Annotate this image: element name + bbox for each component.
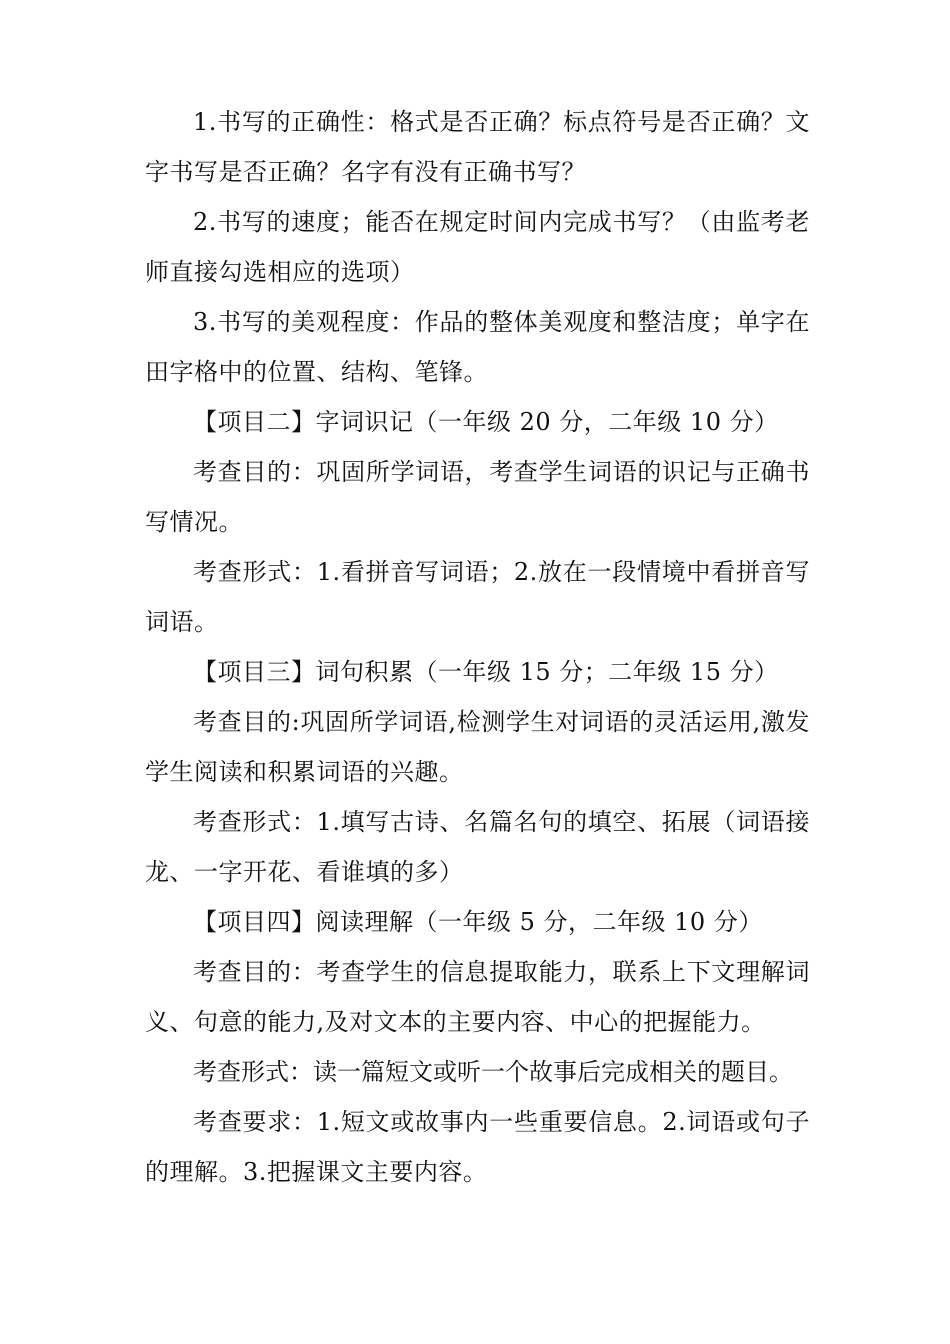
heading-project-two: 【项目二】字词识记（一年级 20 分，二年级 10 分） xyxy=(193,408,779,436)
paragraph-project-four-form: 考查形式：读一篇短文或听一个故事后完成相关的题目。 xyxy=(193,1058,793,1086)
paragraph-writing-correctness: 1.书写的正确性：格式是否正确？标点符号是否正确？文字书写是否正确？名字有没有正确书写？ xyxy=(145,108,810,186)
paragraph-project-two-form: 考查形式：1.看拼音写词语；2.放在一段情境中看拼音写词语。 xyxy=(145,558,810,636)
heading-project-four: 【项目四】阅读理解（一年级 5 分，二年级 10 分） xyxy=(193,908,763,936)
paragraph-writing-aesthetics: 3.书写的美观程度：作品的整体美观度和整洁度；单字在田字格中的位置、结构、笔锋。 xyxy=(145,308,810,386)
document-page xyxy=(145,97,810,1197)
paragraph-project-three-purpose: 考查目的:巩固所学词语,检测学生对词语的灵活运用,激发学生阅读和积累词语的兴趣。 xyxy=(145,708,810,786)
paragraph-project-two-purpose: 考查目的：巩固所学词语，考查学生词语的识记与正确书写情况。 xyxy=(145,458,810,536)
paragraph-project-three-form: 考查形式：1.填写古诗、名篇名句的填空、拓展（词语接龙、一字开花、看谁填的多） xyxy=(145,808,810,886)
paragraph-project-four-purpose: 考查目的：考查学生的信息提取能力，联系上下文理解词义、句意的能力,及对文本的主要内容、中心的把握能力。 xyxy=(145,958,810,1036)
paragraph-writing-speed: 2.书写的速度；能否在规定时间内完成书写？（由监考老师直接勾选相应的选项） xyxy=(145,208,810,286)
heading-project-three: 【项目三】词句积累（一年级 15 分；二年级 15 分） xyxy=(193,658,779,686)
paragraph-project-four-requirements: 考查要求：1.短文或故事内一些重要信息。2.词语或句子的理解。3.把握课文主要内容。 xyxy=(145,1108,810,1186)
